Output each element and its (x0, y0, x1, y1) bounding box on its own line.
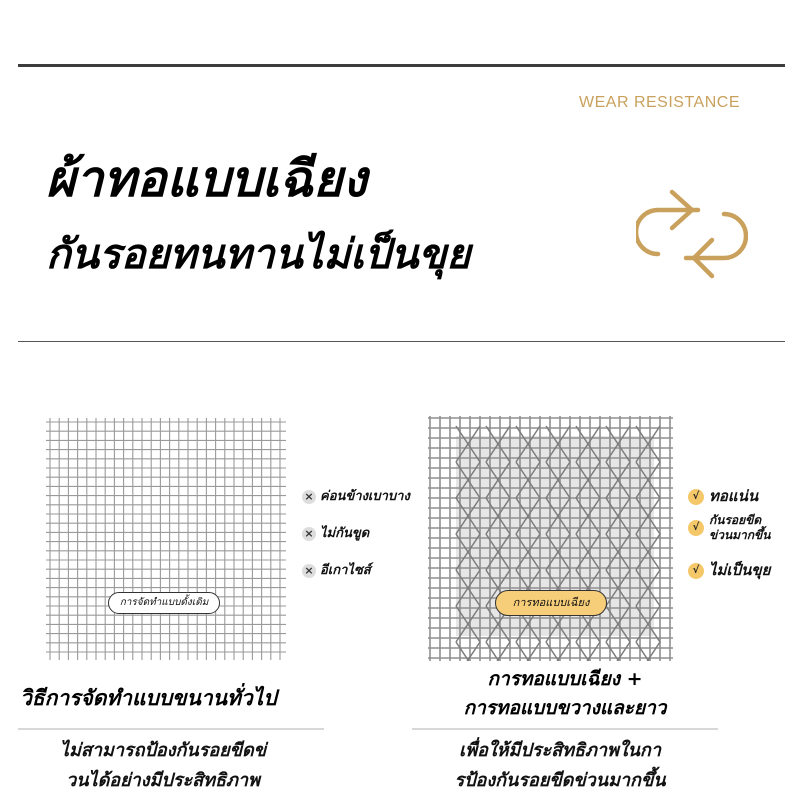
eyebrow-label: WEAR RESISTANCE (579, 94, 740, 111)
page-title-line-1: ผ้าทอแบบเฉียง (46, 150, 367, 208)
x-mark-icon: × (302, 564, 316, 578)
twill-method-badge: การทอแบบเฉียง (495, 590, 607, 616)
feature-thin: × ค่อนข้างเบาบาง (302, 485, 410, 506)
check-icon: √ (688, 520, 704, 536)
feature-no-scratch-resistance: × ไม่กันขูด (302, 522, 369, 543)
left-caption: วิธีการจัดทำแบบขนานทั่วไป (20, 686, 277, 710)
x-mark-icon: × (302, 490, 316, 504)
top-divider (18, 64, 785, 67)
feature-pilling: × อีเกาไซส์ (302, 559, 371, 580)
section-divider (18, 341, 785, 342)
feature-no-pilling: √ ไม่เป็นขุย (688, 558, 770, 582)
twill-weave-fabric-illustration (428, 416, 673, 661)
check-icon: √ (688, 563, 704, 579)
left-caption-underline (18, 728, 324, 730)
feature-dense-weave: √ ทอแน่น (688, 484, 758, 508)
page-title-line-2: กันรอยทนทานไม่เป็นขุย (46, 230, 471, 278)
x-mark-icon: × (302, 527, 316, 541)
left-description: ไม่สามารถป้องกันรอยขีดข่ วนได้อย่างมีประสิทธิภาพ (59, 740, 267, 791)
plain-weave-fabric-illustration (46, 418, 286, 660)
right-description: เพื่อให้มีประสิทธิภาพในกา รป้องกันรอยขีดข่วนมากขึ้น (454, 740, 666, 791)
cycle-arrows-icon (636, 188, 748, 280)
right-caption-underline (412, 728, 718, 730)
feature-more-scratch-resistance: √กันรอยขีด ข่วนมากขึ้น (688, 513, 770, 543)
traditional-method-badge: การจัดทำแบบดั้งเดิม (108, 592, 220, 614)
right-caption: การทอแบบเฉียง + การทอแบบขวางและยาว (463, 668, 667, 719)
check-icon: √ (688, 489, 704, 505)
